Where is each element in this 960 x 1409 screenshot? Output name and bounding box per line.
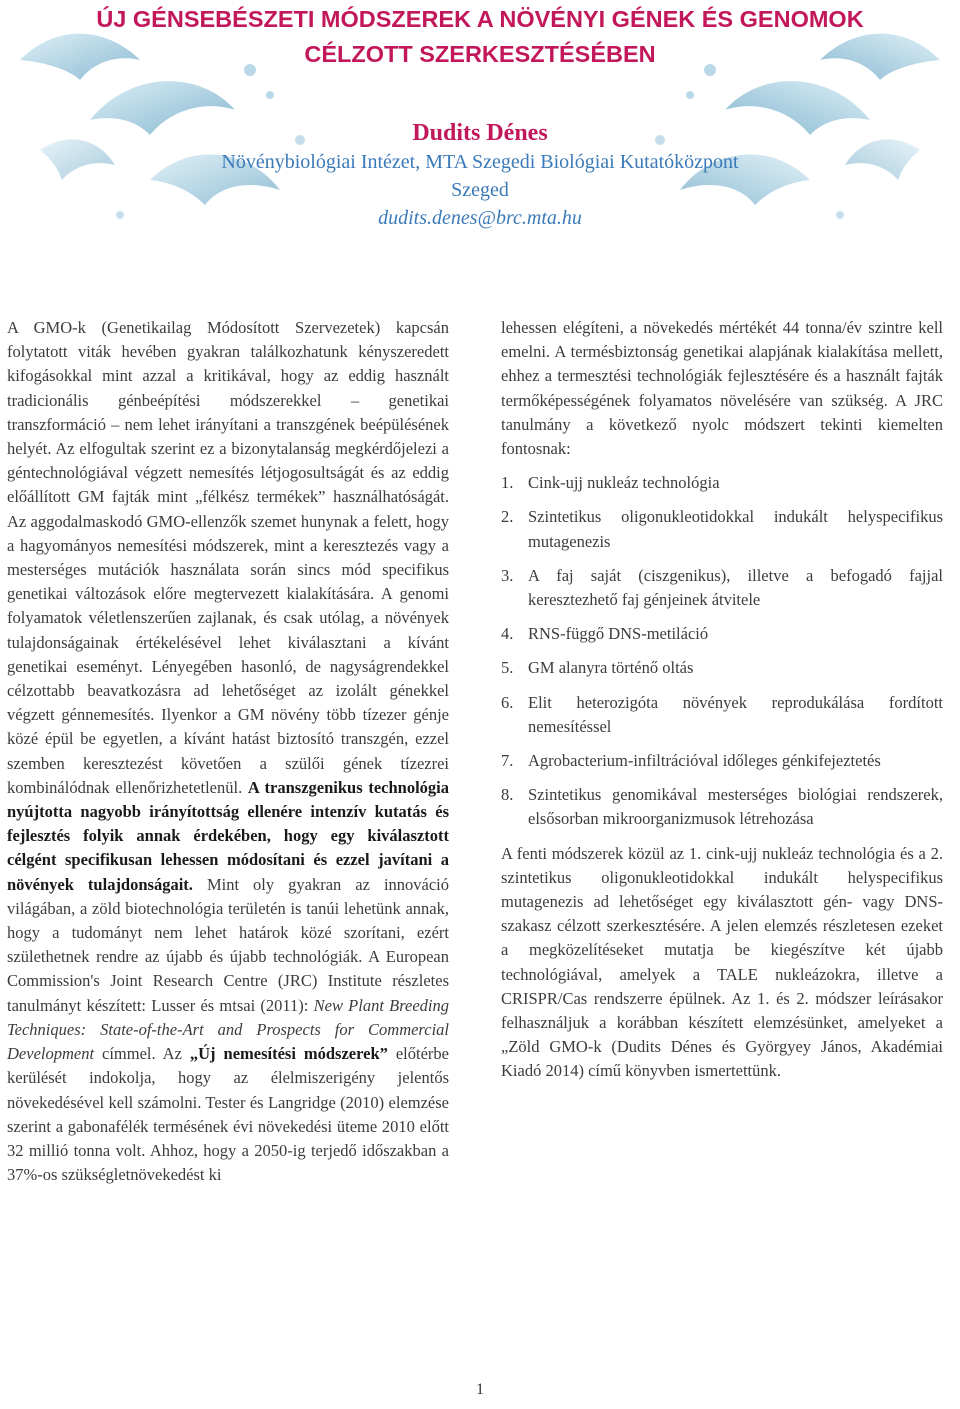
method-text: Szintetikus oligonukleotidokkal indukált helyspecifikus mutagenezis bbox=[528, 507, 943, 551]
method-number: 8. bbox=[501, 785, 514, 805]
right-column bbox=[501, 316, 943, 1084]
method-number: 5. bbox=[501, 658, 514, 678]
methods-list bbox=[501, 471, 943, 831]
method-text: A faj saját (ciszgenikus), illetve a befogadó fajjal keresztezhető faj génjeinek átvitele bbox=[528, 565, 943, 610]
method-item bbox=[501, 783, 943, 831]
right-intro-paragraph: lehessen elégíteni, a növekedés mértékét 44 tonna/év szintre kell emelni. A termésbiztonság genetikai alapjának kialakítása mellett, ehhez a termesztési technológiák fejlesztésére és a használt fajták termőképességének folyamatos növelésére van szükség. A JRC tanulmány a következő nyolc módszert tekinti kiemelten fontosnak: bbox=[501, 318, 943, 459]
method-item bbox=[501, 656, 943, 680]
left-text-part-3: címmel. Az bbox=[102, 1044, 182, 1064]
method-text: Szintetikus genomikával mesterséges biológiai rendszerek, elsősorban mikroorganizmusok létrehozása bbox=[528, 785, 943, 829]
left-text-bold-claim: A transzgenikus technológia nyújtotta nagyobb irányítottság ellenére intenzív kutatás és fejlesztés folyik annak érdekében, hogy egy kiválasztott célgént specifikusan lehessen módosítani és ezzel javítani a növények tulajdonságait. bbox=[7, 777, 449, 894]
method-item bbox=[501, 749, 943, 773]
page-number: 1 bbox=[476, 1381, 484, 1398]
left-paragraph bbox=[7, 316, 449, 1187]
left-text-part-2: Mint oly gyakran az innováció világában, a zöld biotechnológia területén is tanúi lehetünk annak, hogy a tudományt nem lehet határok közé szorítani, ezért születhetnek rendre az újabb és újabb technológiák. A European Commission's Joint Research Centre (JRC) Institute részletes tanulmányt készített: Lusser és mtsai (2011): bbox=[7, 874, 450, 1015]
method-text: Agrobacterium-infiltrációval időleges génkifejeztetés bbox=[528, 751, 881, 771]
left-text-part-1: A GMO-k (Genetikailag Módosított Szervezetek) kapcsán folytatott viták hevében gyakran találkozhatunk kényszeredett kifogásokkal mint azzal a kritikával, hogy az eddig használt tradicionális génbeépítési módszerekkel – genetikai transzformáció – nem lehet irányítani a transzgének beépülésének helyét. Az elfogultak szerint ez a bizonytalanság megkérdőjelezi a géntechnológiával végzett nemesítés létjogosultságát és az eddig előállított GM fajták mint „félkész termékek” használhatóságát. Az aggodalmaskodó GMO-ellenzők szemet hunynak a felett, hogy a hagyományos nemesítési módszerek, mint a keresztezés vagy a mesterséges mutációk használata során sincs mód specifikus genetikai változások előre megtervezett kialakítására. A genomi folyamatok véletlenszerűen zajlanak, és csak utólag, a növények tulajdonságainak értékelésével lehet kiválasztani a kívánt genetikai eseményt. Lényegében hasonló, de nagyságrendekkel célzottabb beavatkozásra ad lehetőséget az izolált génekkel végzett génnemesítés. Ilyenkor a GM növény több tízezer génje közé épül be egyetlen, a kívánt hatást biztosító transzgén, ezzel szemben keresztezést követően a szülői gének tízezrei kombinálódnak ellenőrizhetetlenül. bbox=[7, 318, 449, 797]
left-column bbox=[7, 316, 449, 1187]
method-text: Elit heterozigóta növények reprodukálása fordított nemesítéssel bbox=[528, 692, 943, 736]
method-number: 4. bbox=[501, 624, 514, 644]
method-number: 1. bbox=[501, 473, 514, 493]
author-email: dudits.denes@brc.mta.hu bbox=[378, 207, 582, 229]
method-number: 6. bbox=[501, 692, 514, 712]
author-block bbox=[100, 118, 860, 232]
author-name: Dudits Dénes bbox=[412, 120, 548, 146]
method-text: GM alanyra történő oltás bbox=[528, 658, 694, 678]
method-item bbox=[501, 691, 943, 739]
left-text-part-4: előtérbe kerülését indokolja, hogy az élelmiszerigény jelentős növekedésével kell számolni. Tester és Langridge (2010) elemzése szerint a gabonafélék termésének évi növekedési üteme 2010 előtt 32 millió tonna volt. Ahhoz, hogy a 2050-ig terjedő időszakban a 37%-os szükségletnövekedést ki bbox=[7, 1044, 449, 1185]
left-text-report-title: New Plant Breeding Techniques: State-of-the-Art and Prospects for Commercial Development bbox=[7, 995, 450, 1064]
method-item bbox=[501, 564, 943, 612]
method-number: 7. bbox=[501, 751, 514, 771]
author-affiliation: Növénybiológiai Intézet, MTA Szegedi Biológiai Kutatóközpont bbox=[221, 151, 739, 173]
right-outro-paragraph: A fenti módszerek közül az 1. cink-ujj nukleáz technológia és a 2. szintetikus oligonukleotidokkal indukált helyspecifikus mutagenezis ad lehetőséget egy kiválasztott gén- vagy DNS-szakasz célzott szerkesztésére. A jelen elemzés részletesen ezeket a megközelítéseket mutatja be kiegészítve két újabb technológiával, amelyek a TALE nukleázokra, illetve a CRISPR/Cas rendszerre épülnek. Az 1. és 2. módszer leírásakor felhasználjuk a korábban készített elemzésünket, amelyeket a „Zöld GMO-k (Dudits Dénes és Györgyey János, Akadémiai Kiadó 2014) című könyvben ismertettünk. bbox=[501, 843, 943, 1081]
method-item bbox=[501, 622, 943, 646]
method-text: Cink-ujj nukleáz technológia bbox=[528, 473, 720, 493]
author-city: Szeged bbox=[451, 179, 509, 201]
left-text-bold-term: „Új nemesítési módszerek” bbox=[189, 1044, 388, 1064]
method-item bbox=[501, 471, 943, 495]
method-number: 2. bbox=[501, 507, 514, 527]
document-title: ÚJ GÉNSEBÉSZETI MÓDSZEREK A NÖVÉNYI GÉNEK ÉS GENOMOK CÉLZOTT SZERKESZTÉSÉBEN bbox=[96, 6, 864, 67]
method-number: 3. bbox=[501, 565, 514, 585]
method-text: RNS-függő DNS-metiláció bbox=[528, 624, 709, 644]
method-item bbox=[501, 505, 943, 553]
